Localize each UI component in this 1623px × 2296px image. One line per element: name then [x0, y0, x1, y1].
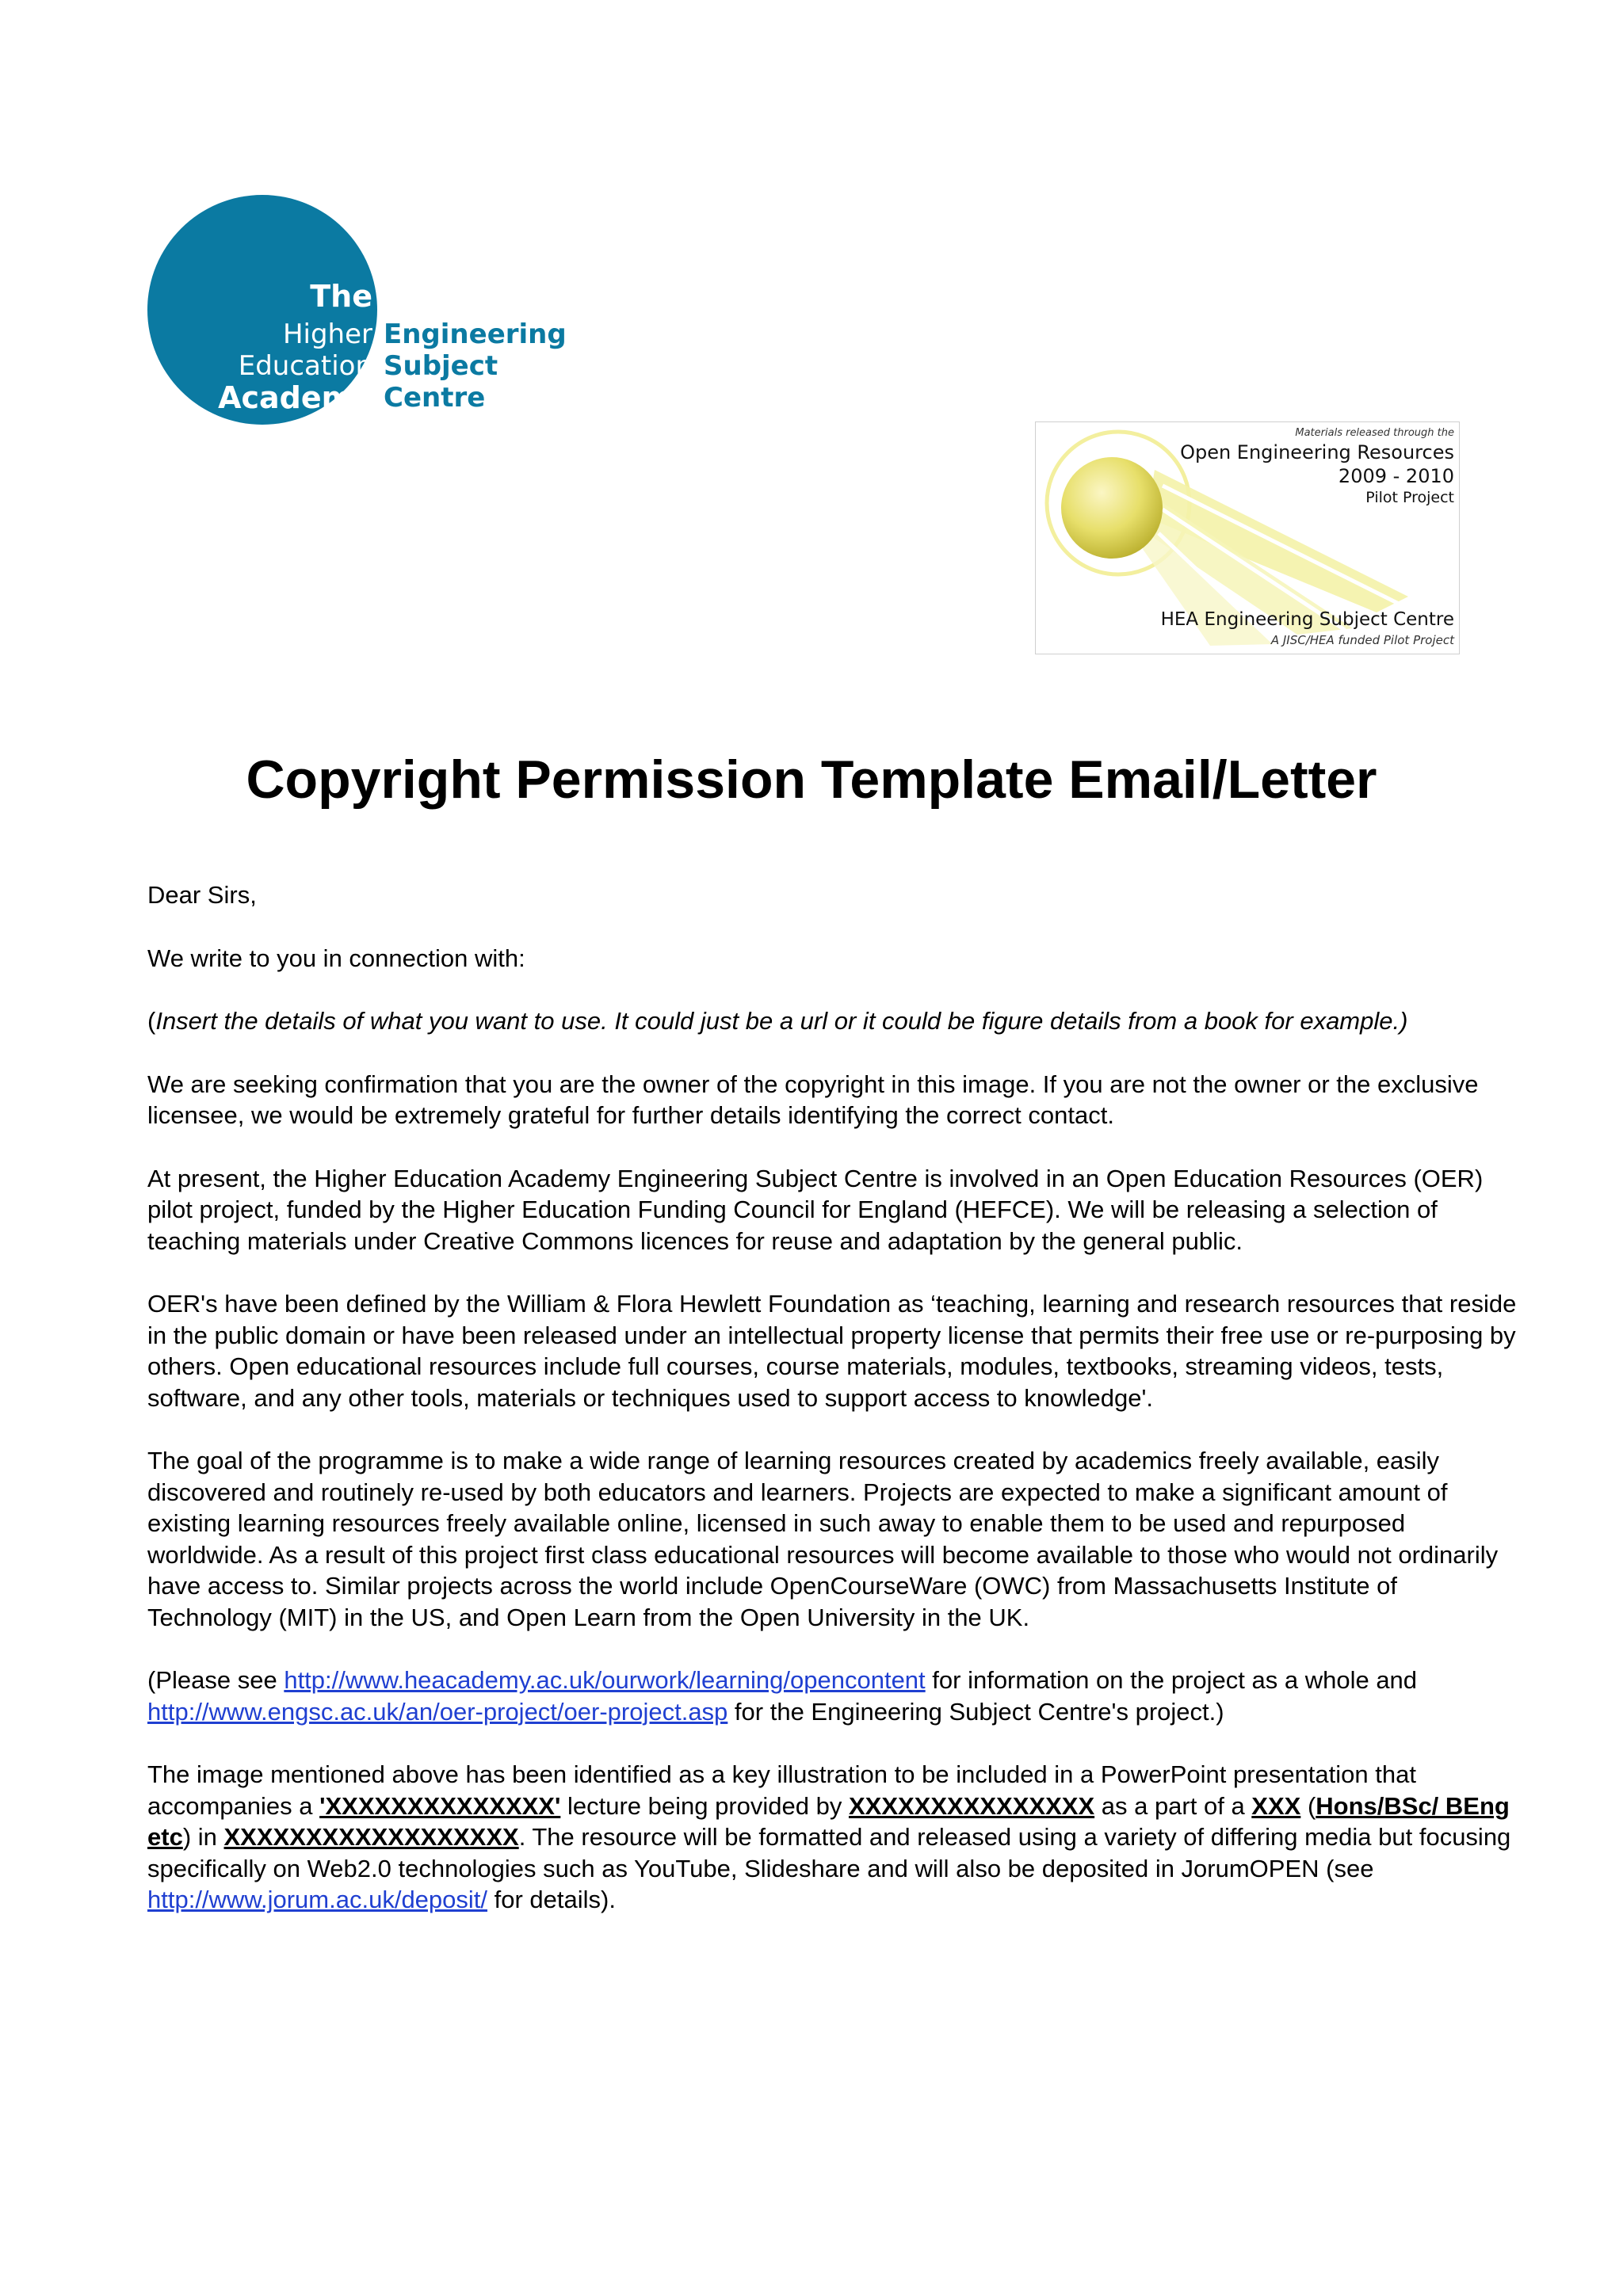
insert-open-paren: (: [147, 1007, 156, 1035]
paragraph-oer-definition: OER's have been defined by the William & Flora Hewlett Foundation as ‘teaching, learning and research resources that reside in the public domain or have been released under an intellectual property license that permits their free use or re-purposing by others. Open educational resources include full courses, course materials, modules, textbooks, streaming videos, tests, software, and any other tools, materials or techniques used to support access to knowledge'.: [147, 1290, 1517, 1412]
see-text-pre: (Please see: [147, 1666, 285, 1694]
logo-text-engineering: Engineering: [384, 318, 567, 350]
placeholder-subject: XXXXXXXXXXXXXXXXXX: [223, 1823, 519, 1851]
hea-engineering-logo: [147, 195, 567, 425]
greeting: Dear Sirs,: [147, 881, 257, 909]
link-engsc-oer-project[interactable]: http://www.engsc.ac.uk/an/oer-project/oer-project.asp: [147, 1697, 728, 1726]
badge-title: Open Engineering Resources: [1180, 441, 1454, 463]
logo-text-academy: Academy: [218, 380, 372, 415]
badge-years: 2009 - 2010: [1338, 465, 1454, 487]
paragraph-goal: The goal of the programme is to make a wide range of learning resources created by academics freely available, easily discovered and routinely re-used by both educators and learners. Projects are expected to make a significant amount of existing learning resources freely available online, licensed in such away to enable them to be used and repurposed worldwide. As a result of this project first class educational resources will become available to those who would not ordinarily have access to. Similar projects across the world include OpenCourseWare (OWC) from Massachusetts Institute of Technology (MIT) in the US, and Open Learn from the Open University in the UK.: [147, 1447, 1499, 1631]
insert-instructions: [147, 1005, 1526, 1037]
image-text-4: (: [1300, 1791, 1316, 1820]
badge-centre: HEA Engineering Subject Centre: [1160, 609, 1454, 630]
link-jorum-deposit[interactable]: http://www.jorum.ac.uk/deposit/: [147, 1886, 488, 1913]
image-text-5: ) in: [182, 1823, 224, 1851]
paragraph-seeking: We are seeking confirmation that you are the owner of the copyright in this image. If you are not the owner or the exclusive licensee, we would be extremely grateful for further details identifying the correct contact.: [147, 1070, 1479, 1129]
insert-instructions-text: Insert the details of what you want to use. It could just be a url or it could be figure details from a book for example.): [155, 1007, 1408, 1035]
logo-text-the: The: [310, 279, 372, 314]
intro-line: We write to you in connection with:: [147, 944, 525, 972]
image-text-7: for details).: [487, 1886, 616, 1913]
image-text-6: . The resource will be formatted and released using a variety of differing media but focusing specifically on Web2.0 technologies such as YouTube, Slideshare and will also be deposited in JorumOPEN (see: [147, 1823, 1511, 1882]
image-text-3: as a part of a: [1094, 1791, 1252, 1820]
logo-text-higher: Higher: [282, 318, 372, 350]
logo-text-centre: Centre: [384, 382, 486, 414]
link-heacademy-opencontent[interactable]: http://www.heacademy.ac.uk/ourwork/learning/opencontent: [284, 1666, 926, 1694]
oer-pilot-badge: [1035, 421, 1460, 654]
see-text-mid: for information on the project as a whole and: [925, 1666, 1418, 1694]
placeholder-lecture-title: 'XXXXXXXXXXXXXX': [319, 1791, 561, 1820]
placeholder-lecturer: XXXXXXXXXXXXXXX: [848, 1791, 1095, 1820]
badge-funded-note: A JISC/HEA funded Pilot Project: [1270, 633, 1454, 647]
placeholder-course-code: XXX: [1251, 1791, 1301, 1820]
logo-text-subject: Subject: [384, 350, 498, 382]
letter-body: [147, 879, 1526, 1947]
document-title: Copyright Permission Template Email/Letter: [246, 749, 1377, 810]
badge-pilot: Pilot Project: [1365, 489, 1454, 506]
see-text-post: for the Engineering Subject Centre's project.): [727, 1697, 1224, 1726]
paragraph-see-links: [147, 1665, 1526, 1727]
paragraph-image-usage: [147, 1759, 1526, 1916]
badge-top-note: Materials released through the: [1295, 427, 1454, 439]
image-text-1: The image mentioned above has been identified as a key illustration to be included in a PowerPoint presentation that accompanies a: [147, 1760, 1416, 1820]
placeholder-degree-type: Hons/BSc/ BEng etc: [147, 1791, 1510, 1851]
paragraph-present: At present, the Higher Education Academy Engineering Subject Centre is involved in an Open Education Resources (OER) pilot project, funded by the Higher Education Funding Council for England (HEFCE). We will be releasing a selection of teaching materials under Creative Commons licences for reuse and adaptation by the general public.: [147, 1164, 1484, 1255]
image-text-2: lecture being provided by: [560, 1791, 849, 1820]
logo-text-education: Education: [238, 350, 372, 382]
